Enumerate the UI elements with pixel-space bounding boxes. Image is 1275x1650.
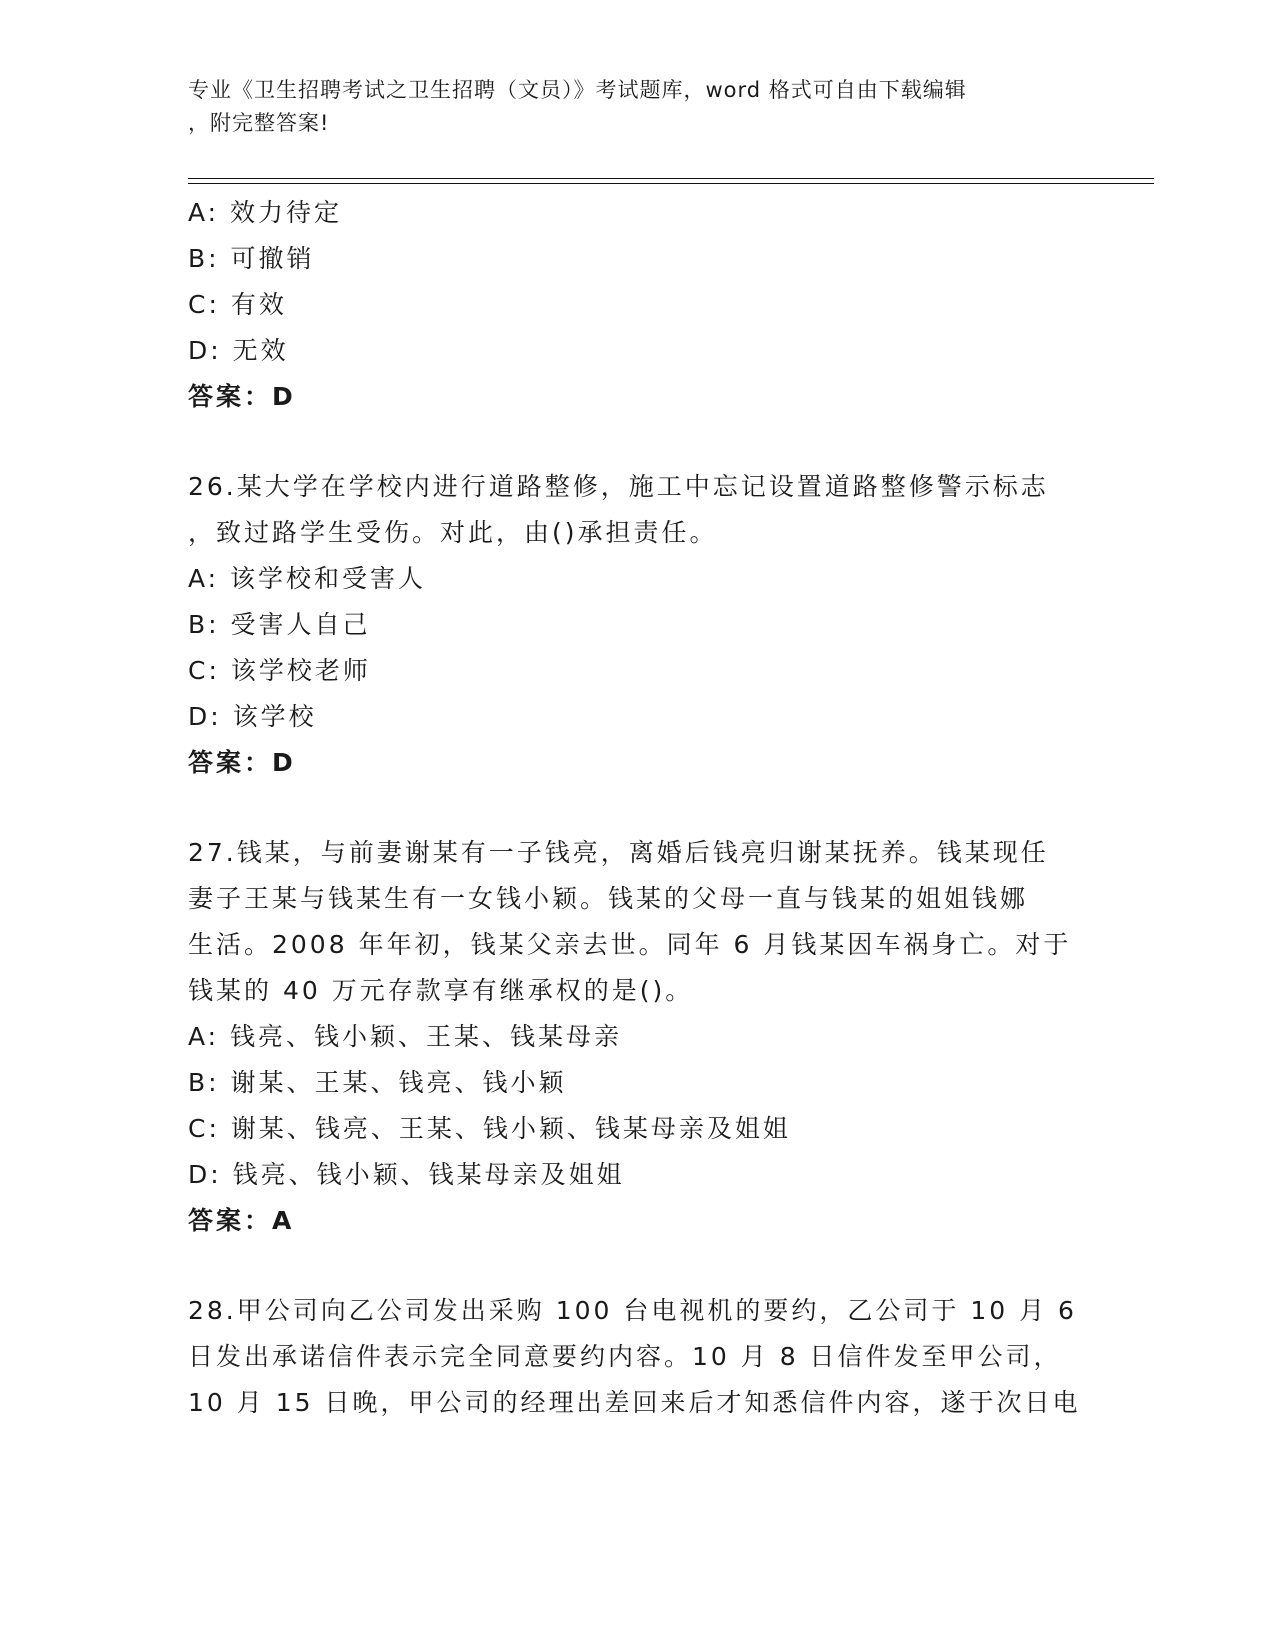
question-stem-line: 钱某的 40 万元存款享有继承权的是()。 bbox=[188, 976, 694, 1005]
option-d: D: 该学校 bbox=[188, 702, 317, 731]
answer: 答案：D bbox=[188, 382, 296, 411]
question-stem-line: 26.某大学在学校内进行道路整修，施工中忘记设置道路整修警示标志 bbox=[188, 472, 1049, 501]
answer: 答案：D bbox=[188, 748, 296, 777]
question-26 bbox=[188, 464, 1088, 786]
question-stem-line: 日发出承诺信件表示完全同意要约内容。10 月 8 日信件发至甲公司， bbox=[188, 1342, 1062, 1371]
question-stem-line: 生活。2008 年年初，钱某父亲去世。同年 6 月钱某因车祸身亡。对于 bbox=[188, 930, 1072, 959]
header-divider-bottom bbox=[188, 183, 1154, 184]
question-stem-line: 妻子王某与钱某生有一女钱小颖。钱某的父母一直与钱某的姐姐钱娜 bbox=[188, 884, 1029, 913]
option-a: A: 该学校和受害人 bbox=[188, 564, 427, 593]
spacer bbox=[188, 420, 1088, 464]
option-d: D: 无效 bbox=[188, 336, 289, 365]
header-line-2: ，附完整答案! bbox=[188, 111, 330, 135]
option-b: B: 受害人自己 bbox=[188, 610, 371, 639]
option-b: B: 可撤销 bbox=[188, 244, 315, 273]
question-content bbox=[188, 190, 1088, 1426]
option-c: C: 有效 bbox=[188, 290, 287, 319]
header-divider-top bbox=[188, 178, 1154, 179]
question-stem-line: 10 月 15 日晚，甲公司的经理出差回来后才知悉信件内容，遂于次日电 bbox=[188, 1388, 1081, 1417]
question-28 bbox=[188, 1288, 1088, 1426]
document-header bbox=[188, 74, 1088, 140]
question-27 bbox=[188, 830, 1088, 1244]
question-stem-line: 28.甲公司向乙公司发出采购 100 台电视机的要约，乙公司于 10 月 6 bbox=[188, 1296, 1077, 1325]
answer: 答案：A bbox=[188, 1206, 295, 1235]
question-stem-line: 27.钱某，与前妻谢某有一子钱亮，离婚后钱亮归谢某抚养。钱某现任 bbox=[188, 838, 1049, 867]
question-stem-line: ，致过路学生受伤。对此，由()承担责任。 bbox=[188, 518, 718, 547]
option-a: A: 效力待定 bbox=[188, 198, 343, 227]
header-line-1: 专业《卫生招聘考试之卫生招聘（文员）》考试题库，word 格式可自由下载编辑 bbox=[188, 78, 967, 102]
option-c: C: 谢某、钱亮、王某、钱小颖、钱某母亲及姐姐 bbox=[188, 1114, 791, 1143]
question-25 bbox=[188, 190, 1088, 420]
option-b: B: 谢某、王某、钱亮、钱小颖 bbox=[188, 1068, 567, 1097]
option-a: A: 钱亮、钱小颖、王某、钱某母亲 bbox=[188, 1022, 623, 1051]
option-d: D: 钱亮、钱小颖、钱某母亲及姐姐 bbox=[188, 1160, 625, 1189]
spacer bbox=[188, 786, 1088, 830]
spacer bbox=[188, 1244, 1088, 1288]
option-c: C: 该学校老师 bbox=[188, 656, 371, 685]
